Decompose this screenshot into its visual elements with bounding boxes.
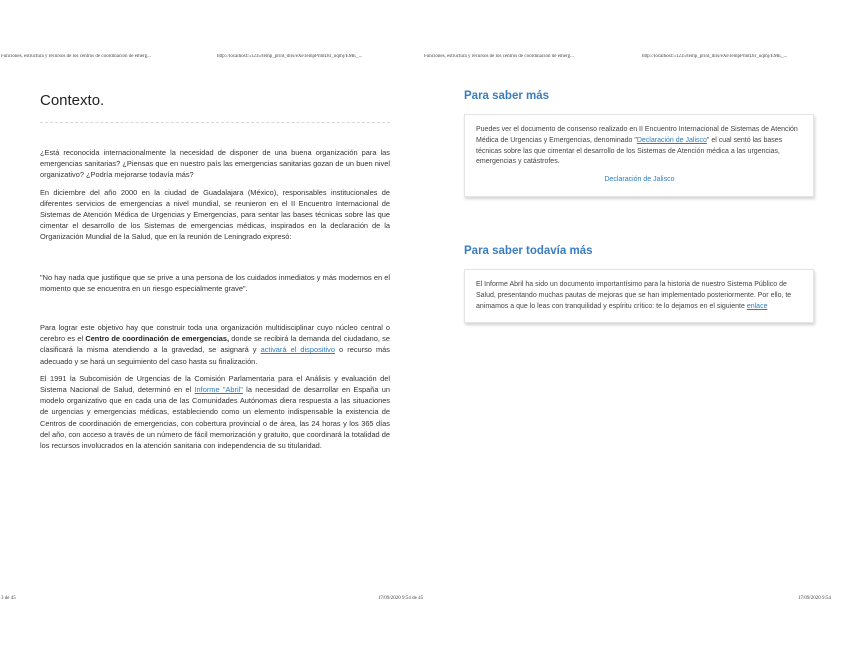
declaracion-jalisco-inline-link[interactable]: Declaración de Jalisco (636, 136, 707, 144)
ccu-emphasis: Centro de coordinación de emergencias, (85, 334, 230, 344)
saber-mas-text (476, 125, 803, 168)
declaracion-jalisco-link[interactable]: Declaración de Jalisco (604, 176, 675, 184)
context-paragraph: En diciembre del año 2000 en la ciudad de Guadalajara (México), responsables institucionales de diferentes servicios de emergencias a nivel mundial, se reunieron en el II Encuentro Internacional de Sistemas de Atención Médica de Urgencias y Emergencias, para sentar las bases técnicas sobre las que cimentar el desarrollo de los Sistemas de emergencias médicas, inspirados en la declaración de la Organización Mundial de la Salud, que en la reunión de Leningrado expresó: (40, 187, 390, 242)
print-header (0, 54, 848, 64)
print-header-title: Funciones, estructura y recursos de los centros de coordinación de emerg... (424, 54, 574, 59)
activar-dispositivo-link[interactable]: activará el dispositivo (260, 345, 335, 355)
print-header-title: Funciones, estructura y recursos de los centros de coordinación de emerg... (1, 54, 151, 59)
paragraph-text: Para lograr este objetivo hay que construir toda una organización multidisciplinar cuyo núcleo central o cerebro es el (40, 323, 390, 344)
saber-todavia-title: Para saber todavía más (464, 245, 593, 257)
print-footer-date: 17/09/2020 9:54 de 45 (378, 596, 424, 601)
paragraph-text: El 1991 la Subcomisión de Urgencias de la Comisión Parlamentaria para el Análisis y evaluación del Sistema Nacional de Salud, determinó en el (40, 373, 390, 395)
saber-mas-title: Para saber más (464, 90, 550, 102)
context-paragraph (40, 373, 390, 451)
saber-todavia-text (476, 280, 803, 312)
context-section (40, 92, 390, 451)
paragraph-text: la necesidad de desarrollar en España un modelo organizativo que en cada una de las Comunidades Autónomas diera respuesta a las situaciones de urgencias y emergencias médicas, estableciendo como un elemento indispensable la existencia de Centros de coordinación de emergencias, con cobertura provincial o de área, las 24 horas y los 365 días del año, con acceso a través de un número de fácil memorización y gratuito, que coordinará la totalidad de los recursos involucrados en la atención sanitaria con independencia de su titularidad. (40, 385, 391, 451)
paragraph-text: donde se recibirá la demanda del ciudadano, se clasificará la misma atendiendo a la gravedad, se asignará y (40, 334, 390, 355)
print-footer (0, 596, 848, 606)
informe-abril-enlace-link[interactable]: enlace (746, 302, 768, 310)
title-divider (40, 122, 390, 123)
print-footer-date: 17/09/2020 9:54 (798, 596, 831, 601)
informe-abril-link[interactable]: Informe "Abril" (194, 385, 243, 395)
box-text: El Informe Abril ha sido un documento importantísimo para la historia de nuestro Sistema Público de Salud, presentando muchas pautas de mejoras que se han implementado posteriormente. Por ello, te animamos a que lo leas con tranquilidad y espíritu crítico: te lo dejamos en el siguiente (476, 281, 792, 310)
page-number: 3 de 45 (1, 596, 16, 601)
box-text: " el cual sentó las bases técnicas sobre las que cimentar el desarrollo de los Sistemas de Atención médica a las urgencias, emergencias y catástrofes. (476, 136, 783, 166)
context-title: Contexto. (40, 92, 105, 109)
box-text: Puedes ver el documento de consenso realizado en II Encuentro Internacional de Sistemas de Atención Médica de Urgencias y Emergencias, denominado " (476, 126, 798, 144)
leningrad-quote: "No hay nada que justifique que se prive a una persona de los cuidados inmediatos y más modernos en el momento que se encuentra en un riesgo especialmente grave". (40, 272, 390, 293)
saber-todavia-box (464, 269, 814, 323)
context-paragraph (40, 322, 390, 367)
context-paragraph: ¿Está reconocida internacionalmente la necesidad de disponer de una buena organización para las emergencias sanitarias? ¿Piensas que en nuestro país las emergencias sanitarias gozan de un buen nivel organizativo? ¿Podría mejorarse todavía más? (40, 148, 390, 180)
print-header-url: http://localhost:51235/temp_print_dirs/eXeTempPrintDir_uqmj/EME_... (642, 54, 788, 59)
saber-todavia-section (464, 245, 814, 323)
saber-mas-box (464, 114, 814, 197)
saber-mas-section (464, 90, 814, 197)
print-header-url: http://localhost:51235/temp_print_dirs/eXeTempPrintDir_uqmj/EME_... (217, 54, 363, 59)
paragraph-text: o recurso más adecuado y se hará un seguimiento del caso hasta su finalización. (40, 345, 390, 366)
